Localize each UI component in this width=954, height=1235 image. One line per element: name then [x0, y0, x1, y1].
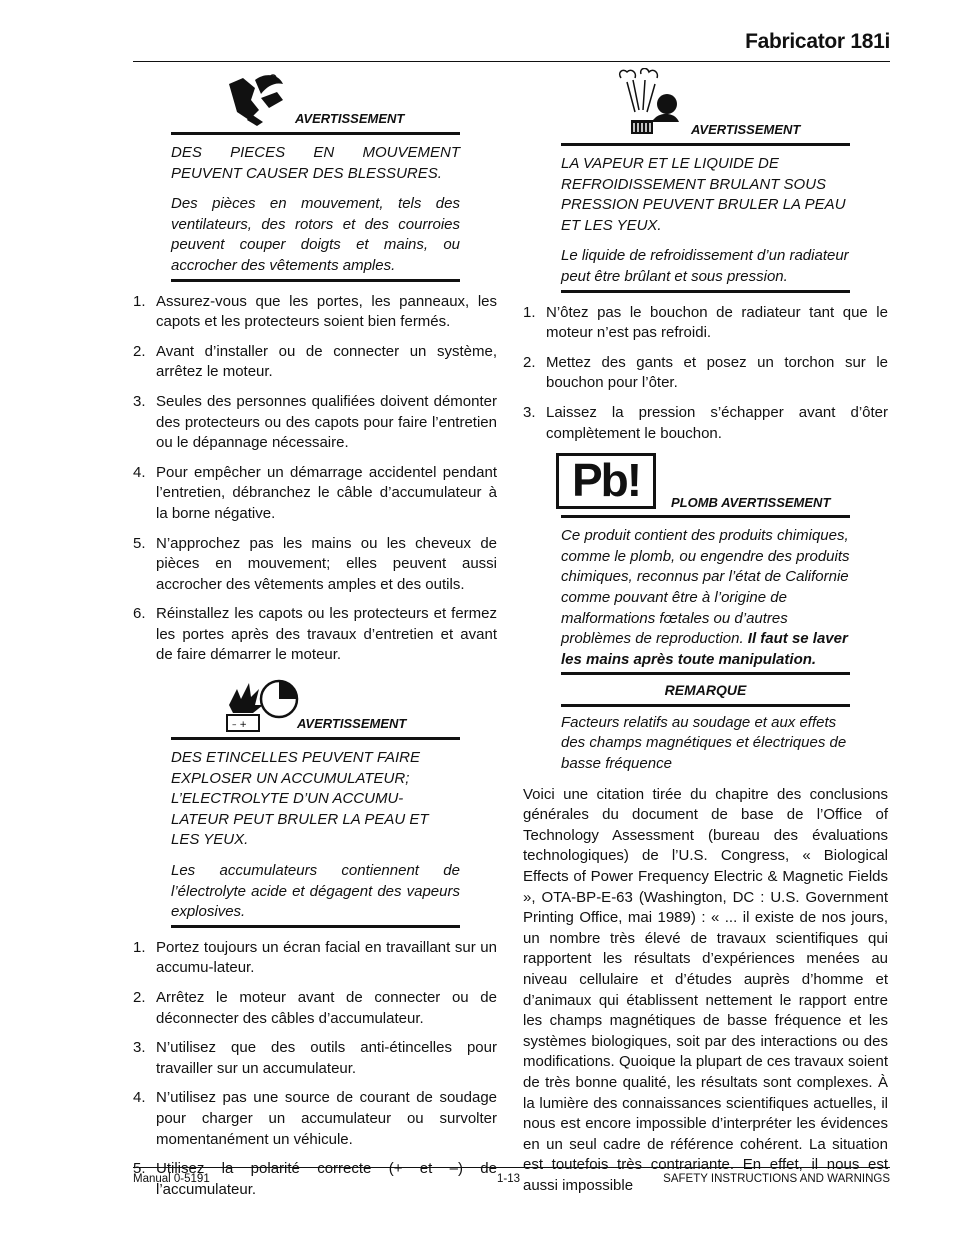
- list-item: 4. N’utilisez pas une source de courant de soudage pour charger un accumulateur ou survolter momentanément un véhicule.: [133, 1089, 497, 1148]
- lead-pb-icon: Pb!: [556, 453, 656, 509]
- footer-section: SAFETY INSTRUCTIONS AND WARNINGS: [663, 1173, 890, 1185]
- warning-heading: DES ETINCELLES PEUVENT FAIRE EXPLOSER UN ACCUMULATEUR; L’ELECTROLYTE D’UN ACCUMU-LATEUR PEUT BRULER LA PEAU ET LES YEUX.: [171, 749, 429, 849]
- warning-body: [171, 740, 460, 928]
- note-label: REMARQUE: [561, 675, 850, 707]
- list-item: 2. Mettez des gants et posez un torchon sur le bouchon pour l’ôter.: [523, 353, 888, 392]
- warning-text: Les accumulateurs contiennent de l’électrolyte acide et dégagent des vapeurs explosives.: [171, 862, 460, 921]
- warning-moving-parts: [171, 70, 460, 282]
- warning-battery: [171, 675, 460, 928]
- right-column: [523, 68, 888, 1197]
- body-paragraph: Voici une citation tirée du chapitre des conclusions générales du document de base de l’Office of Technology Assessment (bureau des évaluations technologiques) de l’U.S. Congress, « Biological Effects of Power Frequency Electric & Magnetic Fields », OTA-BP-E-63 (Washington, DC : U.S. Government Printing Office, mai 1989) : « ... il existe de nos jours, un nombre très élevé de travaux scientifiques qui rapportent les résultats d’expériences menées au niveau cellulaire et d’études auprès d’homme et d’animaux qui établissent nettement le rapport entre les champs magnétiques de basse fréquence et les systèmes biologiques, soit par des interactions ou des modifications. Quoique la plupart de ces travaux soient de très bonne qualité, les résultats sont complexes. À la lumière des connaissances scientifiques actuelles, il nous est encore impossible d’interpréter les évidences en un seul cadre de référence cohérent. La situation est toutefois très contrariante. En effet, il nous est aussi impossible: [523, 785, 888, 1194]
- list-item: 3. Seules des personnes qualifiées doivent démonter des protecteurs ou des capots pour faire l’entretien ou le dépannage nécessaire.: [133, 392, 497, 452]
- warning-header: [171, 70, 460, 135]
- warning-body: [561, 146, 850, 293]
- warning-text: Ce produit contient des produits chimiques, comme le plomb, ou engendre des produits chimiques, reconnus par l’état de Californie comme pouvant être à l’origine de malformations fœtales ou d’autres problèmes de reproduction.: [561, 527, 850, 648]
- footer-manual: Manual 0-5191: [133, 1173, 210, 1185]
- list-item: 1. N’ôtez pas le bouchon de radiateur tant que le moteur n’est pas refroidi.: [523, 303, 888, 342]
- warning-body: [171, 135, 460, 282]
- footer-page-number: 1-13: [497, 1173, 521, 1185]
- battery-explosion-icon: [223, 675, 303, 733]
- warning-header: [561, 453, 850, 518]
- page-title: Fabricator 181i: [745, 30, 890, 53]
- svg-text:– +: – +: [232, 720, 247, 731]
- warning-label: AVERTISSEMENT: [295, 111, 405, 127]
- list-item: 4. Pour empêcher un démarrage accidentel pendant l’entretien, débranchez le câble d’accumulateur à la borne négative.: [133, 463, 497, 522]
- list-item: 1. Portez toujours un écran facial en travaillant sur un accumu-lateur.: [133, 938, 497, 977]
- warning-heading: DES PIECES EN MOUVEMENT PEUVENT CAUSER DES BLESSURES.: [171, 144, 460, 182]
- battery-list: [133, 938, 497, 1201]
- hot-coolant-steam-icon: [611, 68, 683, 138]
- coolant-list: [523, 303, 888, 445]
- warning-header: [561, 68, 850, 146]
- warning-text: Des pièces en mouvement, tels des ventilateurs, des rotors et des courroies peuvent couper doigts et mains, ou accrocher des vêtements amples.: [171, 195, 460, 274]
- moving-parts-hand-icon: [221, 70, 291, 128]
- warning-body: [561, 518, 850, 675]
- list-item: 3. Laissez la pression s’échapper avant d’ôter complètement le bouchon.: [523, 403, 888, 442]
- warning-label: PLOMB AVERTISSEMENT: [671, 494, 831, 510]
- warning-text-bold: Il faut se laver les mains après toute manipulation.: [561, 630, 848, 668]
- list-item: 1. Assurez-vous que les portes, les panneaux, les capots et les protecteurs soient bien fermés.: [133, 292, 497, 331]
- warning-label: AVERTISSEMENT: [297, 716, 407, 732]
- header-rule: [133, 61, 890, 62]
- left-column: [133, 70, 497, 1209]
- list-item: 3. N’utilisez que des outils anti-étincelles pour travailler sur un accumulateur.: [133, 1039, 497, 1077]
- note-text: Facteurs relatifs au soudage et aux effets des champs magnétiques et électriques de basse fréquence: [561, 713, 847, 773]
- footer-rule: [133, 1167, 890, 1168]
- list-item: 2. Avant d’installer ou de connecter un système, arrêtez le moteur.: [133, 342, 497, 381]
- warning-text: Le liquide de refroidissement d’un radiateur peut être brûlant et sous pression.: [561, 247, 849, 285]
- warning-label: AVERTISSEMENT: [691, 122, 801, 138]
- list-item: 6. Réinstallez les capots ou les protecteurs et fermez les portes après des travaux d’entretien et avant de faire démarrer le moteur.: [133, 605, 497, 664]
- list-item: 2. Arrêtez le moteur avant de connecter ou de déconnecter des câbles d’accumulateur.: [133, 989, 497, 1027]
- warning-hot-coolant: [561, 68, 850, 293]
- warning-heading: LA VAPEUR ET LE LIQUIDE DE REFROIDISSEMENT BRULANT SOUS PRESSION PEUVENT BRULER LA PEAU ET LES YEUX.: [561, 155, 846, 234]
- list-item: 5. Utilisez la polarité correcte (+ et –) de l’accumulateur.: [133, 1160, 497, 1198]
- moving-parts-list: [133, 292, 497, 667]
- list-item: 5. N’approchez pas les mains ou les cheveux de pièces en mouvement; elles peuvent aussi accrocher des vêtements amples et des outils.: [133, 534, 497, 593]
- warning-lead: [561, 453, 850, 675]
- warning-header: [171, 675, 460, 740]
